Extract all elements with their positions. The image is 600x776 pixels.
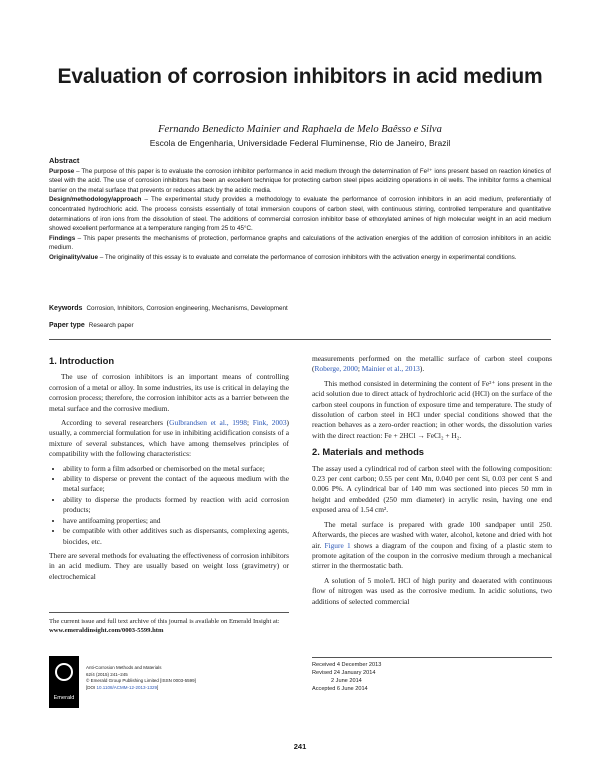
emerald-logo-label: Emerald — [53, 695, 75, 701]
journal-url-link[interactable]: www.emeraldinsight.com/0003-5599.htm — [49, 627, 164, 635]
abstract-originality: Originality/value – The originality of this essay is to evaluate and correlate the performance of corrosion inhibitors with the activation energy in experimental conditions. — [49, 253, 517, 261]
footnote-divider — [49, 612, 289, 613]
journal-footnote: The current issue and full text archive of this journal is available on Emerald Insight at: www.emeraldinsight.com/0003-5599.htm — [49, 612, 289, 636]
paper-type-value: Research paper — [88, 322, 134, 329]
right-column — [312, 354, 552, 611]
materials-heading: 2. Materials and methods — [312, 446, 425, 458]
dates-divider — [312, 657, 552, 658]
intro-paragraph-1: The use of corrosion inhibitors is an important means of controlling corrosion of a metal or alloy. In some industries, its use is critical in delaying the corrosion process; therefore, the corrosion inhibitor acts as a barrier between the metal surface and the corrosive medium. — [49, 372, 289, 413]
keywords — [49, 305, 551, 312]
emerald-logo-icon — [55, 663, 73, 681]
list-item: • be compatible with other additives such as dispersants, complexing agents, biocides, etc. — [63, 526, 289, 547]
abstract-heading: Abstract — [49, 156, 80, 165]
citation-link[interactable]: Fink, 2003 — [252, 418, 287, 428]
methods-paragraph-2: The metal surface is prepared with grade 100 sandpaper until 250. Afterwards, the pieces are washed with water, alcohol, ketone and dried with hot air. Figure 1 shows a diagram of the coupon and fixing of a plastic stem to promote agitation of the coupon in the corrosive medium through a mechanical stirrer in the thermostatic bath. — [312, 519, 552, 571]
revised-date: Revised 24 January 2014 — [312, 670, 376, 677]
figure-link[interactable]: Figure 1 — [324, 540, 351, 550]
paper-type-label: Paper type — [49, 322, 85, 329]
journal-info: Anti-Corrosion Methods and Materials 62/4 (2015) 241–245 © Emerald Group Publishing Limited [ISSN 0003-5599] [DOI 10.1108/ACMM-12-2013-1329] — [86, 665, 196, 691]
citation-link[interactable]: Roberge, 2000 — [314, 364, 358, 374]
author-affiliation: Escola de Engenharia, Universidade Federal Fluminense, Rio de Janeiro, Brazil — [149, 138, 451, 148]
intro-paragraph-2: According to several researchers (Gulbrandsen et al., 1998; Fink, 2003) usually, a commercial formulation for use in inhibiting acidification consists of a mixture of several substances, which have among themselves principles of compatibility with the following characteristics: — [49, 418, 289, 459]
introduction-heading: 1. Introduction — [49, 355, 115, 366]
accepted-date: Accepted 6 June 2014 — [312, 686, 368, 693]
intro-paragraph-3: There are several methods for evaluating the effectiveness of corrosion inhibitors in an acid medium. They are usually based on weight loss (gravimetry) or electrochemical — [49, 550, 289, 581]
page-number: 241 — [293, 742, 307, 751]
list-item: • ability to disperse or prevent the contact of the aqueous medium with the metal surface; — [63, 474, 289, 495]
intro-paragraph-4: measurements performed on the metallic surface of carbon steel coupons (Roberge, 2000; Mainier et al., 2013). — [312, 354, 552, 374]
doi-link[interactable]: 10.1108/ACMM-12-2013-1329 — [96, 685, 157, 691]
keywords-list: Corrosion, Inhibitors, Corrosion engineering, Mechanisms, Development — [86, 305, 288, 312]
abstract-purpose: Purpose – The purpose of this paper is to evaluate the corrosion inhibitor performance in acid medium through the determination of Fe²⁺ ions present based on reaction kinetics of steel with the acid. The use of corrosion inhibitors has been an excellent technique for protecting carbon steel pipes acidizing operations in oil wells. The inhibitor forms a chemical barrier on the metal surface that prevents or reduces attack by the acidic media. — [49, 167, 551, 194]
citation-link[interactable]: Gulbrandsen et al., 1998 — [169, 418, 247, 428]
intro-paragraph-5: This method consisted in determining the content of Fe²⁺ ions present in the acid solution due to direct attack of hydrochloric acid (HCl) on the surface of the carbon steel coupons in function of exposure time and temperature. The study of dissolution of carbon steel in HCl under special conditions showed that the reaction behaves as a zero-order reaction; in other words, the dissolution varies with the direct reaction: Fe + 2HCl → FeCl₂ + H₂. — [312, 378, 552, 440]
methods-paragraph-1: The assay used a cylindrical rod of carbon steel with the following composition: 0.23 per cent carbon; 0.55 per cent Mn, 0.040 per cent Si, 0.03 per cent S and 0.006 P%. A cylindrical bar of 140 mm was sectioned into pieces 50 mm in height and embedded (250 mm diameter) in acrylic resin, having one end exposed area of 1.54 cm². — [312, 463, 552, 515]
left-column — [49, 356, 289, 586]
received-date: Received 4 December 2013 — [312, 662, 382, 668]
paper-title: Evaluation of corrosion inhibitors in acid medium — [57, 65, 543, 88]
keywords-label: Keywords — [49, 305, 83, 312]
revised-date-2: 2 June 2014 — [331, 678, 362, 685]
list-item: • ability to form a film adsorbed or chemisorbed on the metal surface; — [63, 464, 289, 474]
paper-type — [49, 322, 551, 329]
list-item: • ability to disperse the products formed by reaction with acid corrosion products; — [63, 495, 289, 516]
list-item: • have antifoaming properties; and — [63, 516, 289, 526]
abstract-findings: Findings – This paper presents the mechanisms of protection, performance graphs and calculations of the activation energies of the addition of corrosion inhibitors in an acidic medium. — [49, 234, 551, 252]
abstract — [49, 156, 551, 263]
paper-authors: Fernando Benedicto Mainier and Raphaela de Melo Baêsso e Silva — [158, 124, 442, 135]
divider — [49, 339, 551, 340]
article-dates — [312, 657, 552, 693]
abstract-design: Design/methodology/approach – The experimental study provides a methodology to evaluate the performance of corrosion inhibitors in an acid medium, preferentially of concentrated hydrochloric acid. The process consists essentially of total immersion coupons of carbon steel, with continuous stirring, controlled temperature and quantitative determinations of iron ions from the dissolution of steel. The additions of commercial corrosion inhibitor base of ethoxylated amines of high molecular weight in an acid medium showed excellent performance at a temperature ranging from 25 to 45°C. — [49, 196, 551, 233]
characteristics-list — [49, 464, 289, 547]
methods-paragraph-3: A solution of 5 mole/L HCl of high purity and deaerated with continuous flow of nitrogen was used as the corrosive medium. In acidic solutions, two additions of selected commercial — [312, 575, 552, 606]
emerald-logo — [49, 656, 79, 708]
citation-link[interactable]: Mainier et al., 2013 — [361, 364, 420, 374]
